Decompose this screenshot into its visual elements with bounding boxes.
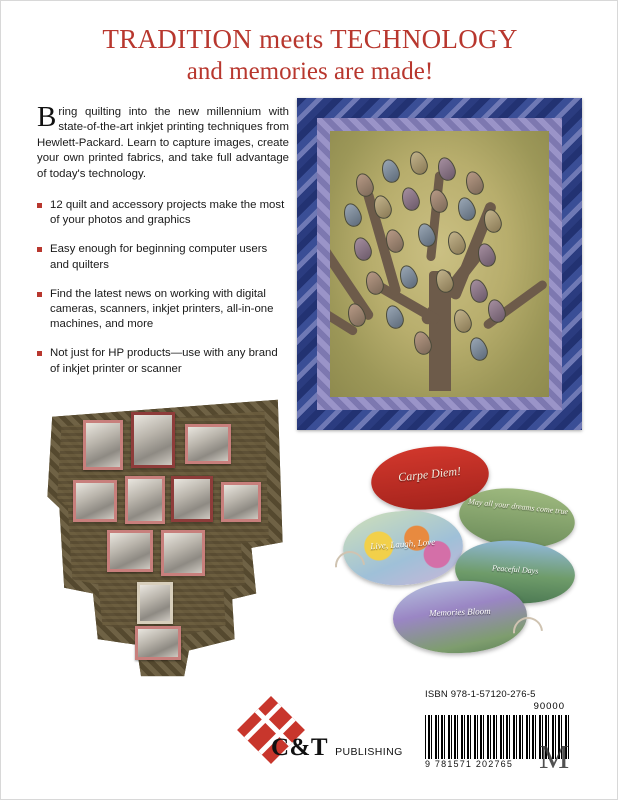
quilt-photo-block xyxy=(221,482,261,522)
list-item-label: Not just for HP products—use with any brand of inkjet printer or scanner xyxy=(50,347,278,375)
quilt-center-panel xyxy=(330,131,549,397)
publisher-name xyxy=(271,734,403,762)
pillow-label: Memories Bloom xyxy=(428,605,491,619)
photo-leaf xyxy=(351,235,375,263)
intro-paragraph xyxy=(37,101,289,182)
memory-quilt-photo xyxy=(45,394,285,679)
pillow-label: May all your dreams come true xyxy=(467,496,569,517)
photo-leaf xyxy=(379,157,403,185)
publisher-ct: C&T xyxy=(271,734,329,761)
quilt-photo-block xyxy=(107,530,153,572)
list-item-label: Easy enough for beginning computer users and quilters xyxy=(50,243,268,271)
quilt-photo-block xyxy=(161,530,205,576)
photo-leaf xyxy=(399,185,423,213)
isbn-label: ISBN 978-1-57120-276-5 xyxy=(425,689,536,700)
list-item xyxy=(37,287,289,333)
pillow-label: Peaceful Days xyxy=(491,563,539,576)
publisher-logo xyxy=(247,706,407,768)
quilt-photo-block xyxy=(131,412,175,468)
bullet-square-icon xyxy=(37,292,42,297)
photo-leaf xyxy=(341,201,365,229)
pillow-label: Live, Laugh, Love xyxy=(369,536,436,552)
list-item-label: 12 quilt and accessory projects make the most of your photos and graphics xyxy=(50,199,285,227)
price-code: 90000 xyxy=(533,701,565,712)
photo-leaf xyxy=(407,149,431,177)
pillow-lilac xyxy=(392,579,528,656)
intro-text: ring quilting into the new millennium with state-of-the-art inkjet printing techniques from Hewlett-Packard. Learn to capture images, create your own printed fabrics, and take full advantage of today's technology. xyxy=(37,106,289,180)
photo-leaf xyxy=(467,277,491,305)
headline-line-2: and memories are made! xyxy=(186,58,434,85)
quilt-photo-block xyxy=(185,424,231,464)
quilt-photo-block xyxy=(137,582,173,624)
photo-leaf xyxy=(445,229,469,257)
list-item-label: Find the latest news on working with digital cameras, scanners, inkjet printers, all-in-one machines, and more xyxy=(50,287,274,331)
photo-leaf xyxy=(467,335,491,363)
tree-branch xyxy=(426,171,444,261)
photo-leaf xyxy=(463,169,487,197)
quilt-photo-block xyxy=(135,626,181,660)
headline-line-1: TRADITION meets TECHNOLOGY xyxy=(102,24,518,54)
list-item xyxy=(37,346,289,376)
bullet-square-icon xyxy=(37,247,42,252)
quilt-photo-block xyxy=(83,420,123,470)
tree-quilt-photo xyxy=(297,98,582,430)
description-column xyxy=(37,101,289,391)
photo-leaf xyxy=(451,307,475,335)
publisher-publishing: PUBLISHING xyxy=(335,746,403,758)
pillows-photo xyxy=(331,431,581,671)
bullet-square-icon xyxy=(37,203,42,208)
photo-leaf xyxy=(397,263,421,291)
list-item xyxy=(37,242,289,272)
photo-leaf xyxy=(383,303,407,331)
quilt-photo-block xyxy=(73,480,117,522)
corner-publisher-mark: M xyxy=(539,739,568,776)
pillow-label: Carpe Diem! xyxy=(397,463,462,485)
quilt-photo-block xyxy=(171,476,213,522)
barcode-number: 9 781571 202765 xyxy=(425,759,514,769)
quilt-photo-block xyxy=(125,476,165,524)
feature-list xyxy=(37,198,289,377)
page-title xyxy=(1,23,618,87)
photo-leaf xyxy=(455,195,479,223)
drop-cap: B xyxy=(37,101,57,133)
list-item xyxy=(37,198,289,228)
bullet-square-icon xyxy=(37,351,42,356)
